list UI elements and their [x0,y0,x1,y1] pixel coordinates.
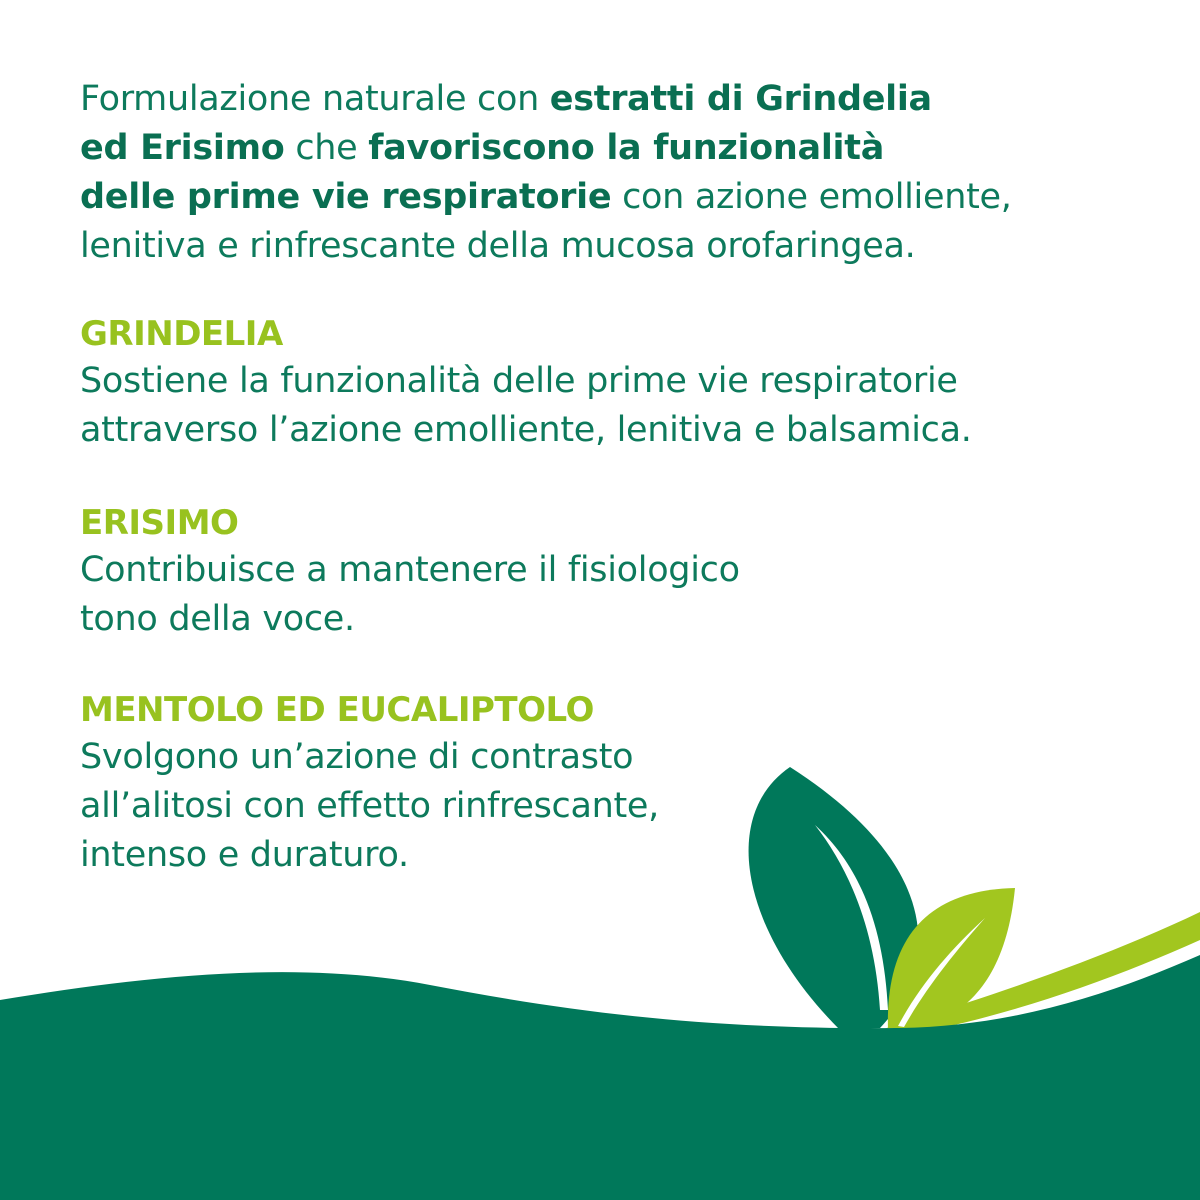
section-title: GRINDELIA [80,314,283,354]
intro-line [80,173,1140,222]
section-grindelia [80,311,1140,455]
section-erisimo [80,500,1140,644]
intro-paragraph [80,75,1140,271]
description-line: Contribuisce a mantenere il fisiologico [80,550,740,590]
description-line: Sostiene la funzionalità delle prime vie respiratorie [80,361,958,401]
section-description [80,733,1140,880]
section-title: ERISIMO [80,503,239,543]
intro-highlight: delle prime vie respiratorie [80,177,612,217]
intro-line [80,124,1140,173]
intro-highlight: favoriscono la funzionalità [368,128,885,168]
intro-text: Formulazione naturale con [80,79,550,119]
section-description [80,357,1140,455]
description-line: intenso e duraturo. [80,835,409,875]
intro-text: lenitiva e rinfrescante della mucosa orofaringea. [80,226,916,266]
description-line: attraverso l’azione emolliente, lenitiva e balsamica. [80,410,972,450]
intro-highlight: estratti di Grindelia [549,79,932,119]
section-description [80,546,1140,644]
description-line: all’alitosi con effetto rinfrescante, [80,786,659,826]
intro-line [80,75,1140,124]
section-title: MENTOLO ED EUCALIPTOLO [80,690,594,730]
intro-line [80,222,1140,271]
description-line: tono della voce. [80,599,355,639]
description-line: Svolgono un’azione di contrasto [80,737,634,777]
intro-text: che [284,128,369,168]
section-mentolo-eucaliptolo [80,687,1140,880]
intro-highlight: ed Erisimo [80,128,285,168]
intro-text: con azione emolliente, [611,177,1012,217]
